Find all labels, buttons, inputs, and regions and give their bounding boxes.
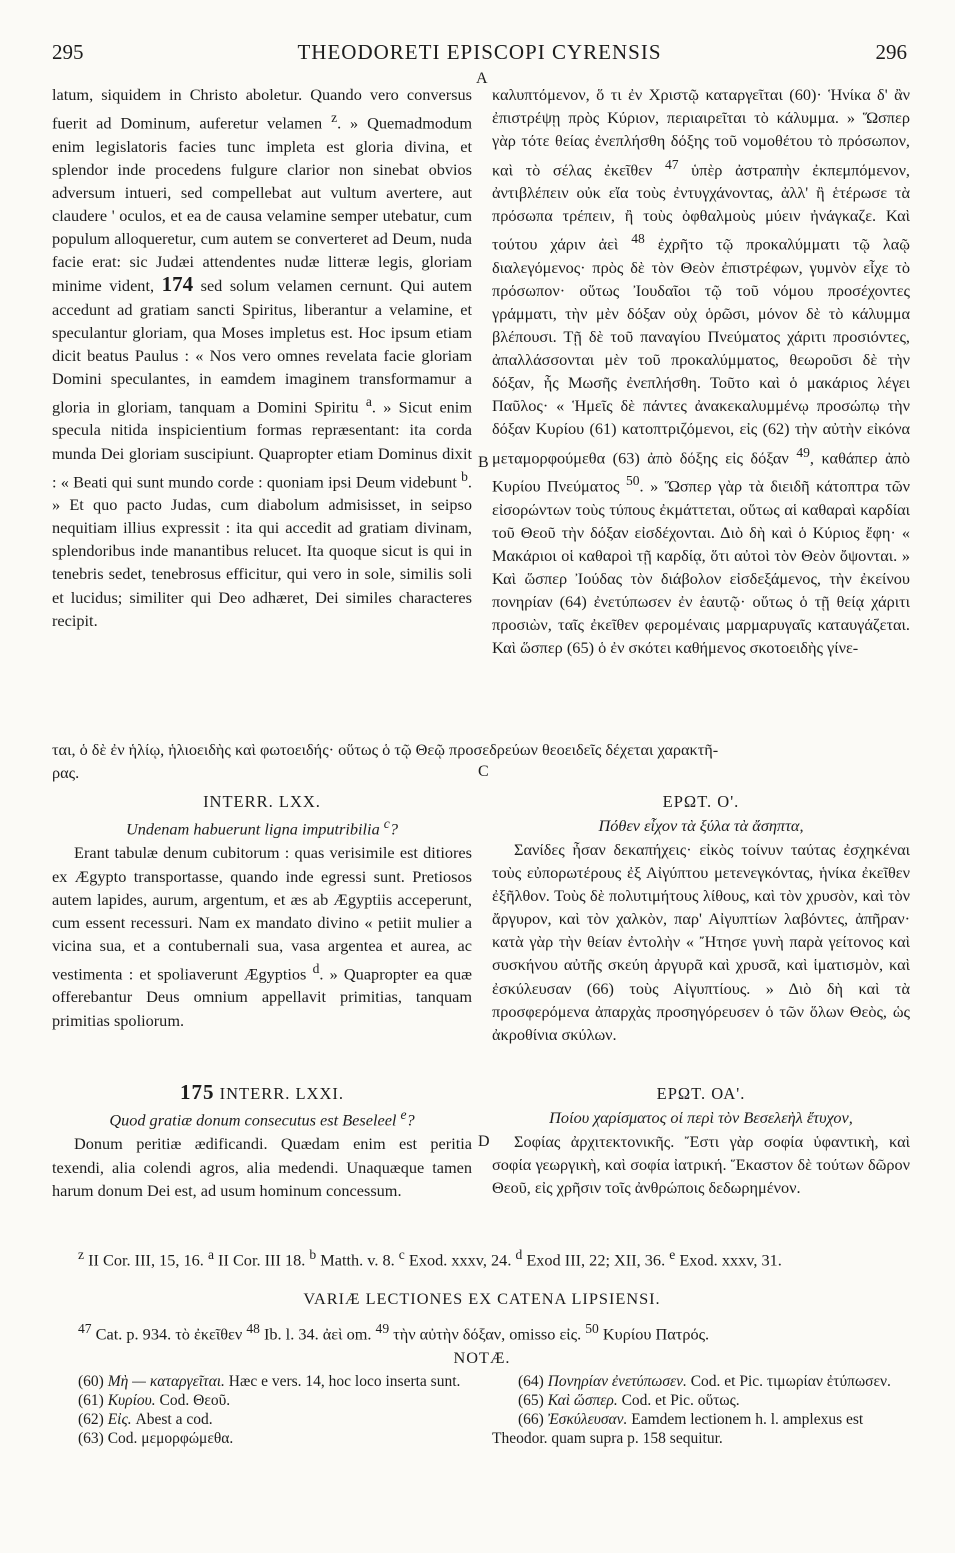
section-question: Quod gratiæ donum consecutus est Beseleel $^e$? — [109, 1107, 415, 1130]
margin-marker-a: A — [476, 70, 488, 87]
section-text: Erant tabulæ denum cubitorum : quas verisimile est ditiores ex Ægypto transportasse, quando inde egressi sunt. Pretiosos autem lapides, aurum, argentum, et æs ab Ægyptiis acceperunt, cum essent recessuri. Nam ex mandato divino « petiit mulier a vicina sua, et a contubernali sua, vasa argentea et aurea, ac vestimenta : et spoliaverunt Ægyptios $^d$. » Quapropter ea quæ offerebantur Deus omnium appellavit primitias, tanquam primitias spoliorum. — [52, 843, 473, 1030]
scripture-references: $^z$ II Cor. III, 15, 16. $^a$ II Cor. III 18. $^b$ Matth. v. 8. $^c$ Exod. xxxv, 24. $^d$ Exod III, 22; XII, 36. $^e$ Exod. xxxv, 31. — [78, 1247, 782, 1270]
section-heading: INTERR. LXX. — [203, 792, 321, 811]
section-question: Ποίου χαρίσματος οἱ περὶ τὸν Βεσελεὴλ ἔτυχον, — [549, 1108, 853, 1127]
note-item: (64) Πονηρίαν ἐνετύπωσεν. Cod. et Pic. τιμωρίαν ἐτύπωσεν. — [518, 1373, 891, 1390]
interr-71-greek — [492, 1084, 910, 1199]
full-width-line: ται, ὁ δὲ ἐν ἡλίῳ, ἡλιοειδὴς καὶ φωτοειδής· οὕτως ὁ τῷ Θεῷ προσεδρεύων θεοειδεῖς δέχεται χαρακτῆ- — [52, 740, 719, 759]
running-title: THEODORETI EPISCOPI CYRENSIS — [297, 40, 662, 64]
page-number-right: 296 — [875, 40, 907, 64]
column-number: 175 — [180, 1080, 215, 1104]
interr-70-greek — [492, 792, 910, 1046]
section-text: Σοφίας ἀρχιτεκτονικῆς. Ἔστι γὰρ σοφία ὑφαντικὴ, καὶ σοφία γεωργικὴ, καὶ σοφία ἰατρική. Ἕκαστον δὲ τούτων δῶρον Θεοῦ, εἰς χρῆσιν τοῖς ἀνθρώποις δεδωρημένον. — [492, 1132, 910, 1198]
notes-left — [52, 1372, 472, 1448]
section-text: Σανίδες ἦσαν δεκαπήχεις· εἰκὸς τοίνυν ταύτας ἐσχηκέναι τοὺς εὐπορωτέρους ἐξ Αἰγύπτου μετενεγκόντας, ἡνίκα ἐκεῖθεν ἐξῆλθον. Τοὺς δὲ πολυτιμήτους λίθους, καὶ τὸν χρυσὸν, καὶ τὸν ἄργυρον, καὶ τὸν χαλκὸν, παρ' Αἰγυπτίων λαβόντες, ἀπῆραν· κατὰ γὰρ τὴν θείαν ἐντολὴν « Ἤτησε γυνὴ παρὰ γείτονος καὶ συσκήνου αὐτῆς σκεύη ἀργυρᾶ καὶ χρυσᾶ, καὶ ἱματισμὸν, καὶ ἐσκύλευσαν (66) τοὺς Αἰγυπτίους. » Διὸ δὴ καὶ τὰ προσφερόμενα ἀπαρχὰς προσηγόρευσεν ὁ τῶν ὅλων Θεὸς, ὡς ἀκροθίνια σκύλων. — [492, 840, 910, 1044]
interr-70-latin — [52, 792, 472, 1032]
variae-text: $^{47}$ Cat. p. 934. τὸ ἐκεῖθεν $^{48}$ Ib. l. 34. ἀεὶ om. $^{49}$ τὴν αὐτὴν δόξαν, omisso εἰς. $^{50}$ Κυρίου Πατρός. — [78, 1321, 710, 1344]
section-question: Πόθεν εἶχον τὰ ξύλα τὰ ἄσηπτα, — [598, 816, 804, 835]
section-heading-label: INTERR. LXXI. — [219, 1084, 344, 1103]
note-item: (60) Μὴ — καταργεῖται. Hæc e vers. 14, hoc loco inserta sunt. — [78, 1373, 461, 1390]
notes-right — [492, 1372, 910, 1448]
margin-marker-b: B — [478, 454, 489, 471]
latin-column-top — [52, 67, 472, 648]
variae-heading: VARIÆ LECTIONES EX CATENA LIPSIENSI. — [303, 1289, 661, 1308]
greek-paragraph: καλυπτόμενον, ὅ τι ἐν Χριστῷ καταργεῖται (60)· Ἡνίκα δ' ἂν ἐπιστρέψῃ πρὸς Κύριον, περιαιρεῖται τὸ κάλυμμα. » Ὥσπερ γὰρ τότε θείας ἐνεπλήσθη δόξης τοῦ νομοθέτου τὸ πρόσωπον, καὶ τὸ σέλας ἐκεῖθεν $^{47}$ ὑπὲρ ἀστραπὴν ἐκπεμπόμενον, ἀντιβλέπειν οὐκ εἴα τοὺς ἐντυγχάνοντας, ἀλλ' ἢ ἑτέρωσε τὰ πρόσωπα τρέπειν, ἢ τοὺς ὀφθαλμοὺς μύειν ἠνάγκαζε. Καὶ τούτου χάριν ἀεὶ $^{48}$ ἐχρῆτο τῷ προκαλύμματι τῷ λαῷ διαλεγόμενος· πρὸς δὲ τὸν Θεὸν ἐπιστρέφων, γυμνὸν εἶχε τὸ πρόσωπον· οὕτως Ἰουδαῖοι τῷ τοῦ νόμου προσέχοντες γράμματι, τὴν μὲν δόξαν οὐχ ὁρῶσι, μόνον δὲ τὸ κάλυμμα βλέπουσι. Τῇ δὲ τοῦ παναγίου Πνεύματος χάριτι προσιόντες, ἀπαλλάσσονται μὲν τοῦ προκαλύμματος, θεωροῦσι δὲ τὴν δόξαν, ἧς Μωσῆς ἐνεπλήσθη. Τοῦτο καὶ ὁ μακάριος λέγει Παῦλος· « Ἡμεῖς δὲ πάντες ἀνακεκαλυμμένῳ προσώπῳ τὴν δόξαν Κυρίου (61) κατοπτριζόμενοι, εἰς (62) τὴν αὐτὴν εἰκόνα μεταμορφούμεθα (63) ἀπὸ δόξης εἰς δόξαν $^{49}$, καθάπερ ἀπὸ Κυρίου Πνεύματος $^{50}$. » Ὥσπερ γὰρ τὰ διειδῆ κάτοπτρα τῶν εἰσορώντων τοὺς τύπους ἐκμάττεται, οὕτως αἱ καθαραὶ καρδίαι τοῦ Θεοῦ τὴν δόξαν εἰσδέχονται. Διὸ δὴ καὶ ὁ Κύριος ἔφη· « Μακάριοι οἱ καθαροὶ τῇ καρδίᾳ, ὅτι αὐτοὶ τὸν Θεὸν ὄψονται. » Καὶ ὥσπερ Ἰούδας τὸν διάβολον εἰσδεξάμενος, τὴν ἐκείνου πονηρίαν (64) ἐνετύπωσεν ἐν ἑαυτῷ· οὕτως ὁ τῇ θείᾳ χάριτι προσιὼν, ταῖς ἐκεῖθεν φερομέναις μαρμαρυγαῖς καταυγάζεται. Καὶ ὥσπερ (65) ὁ ἐν σκότει καθήμενος σκοτοειδὴς γίνε- — [492, 85, 911, 658]
section-text: Donum peritiæ ædificandi. Quædam enim est peritia texendi, alia colendi agros, alia medendi. Unaquæque tamen harum donum Dei est, ad usum hominum concessum. — [52, 1134, 472, 1200]
note-item: (61) Κυρίου. Cod. Θεοῦ. — [78, 1392, 231, 1409]
interr-71-latin — [52, 1080, 472, 1202]
note-item: (66) Ἐσκύλευσαν. Eamdem lectionem h. l. amplexus est Theodor. quam supra p. 158 sequitur. — [492, 1411, 864, 1447]
margin-marker-d: D — [478, 1133, 490, 1150]
note-item: (63) Cod. μεμορφώμεθα. — [78, 1430, 234, 1447]
page-header — [52, 40, 907, 66]
latin-paragraph: latum, siquidem in Christo aboletur. Quando vero conversus fuerit ad Dominum, auferetur velamen $^z$. » Quemadmodum enim legislatoris facies tunc impleta est gloria divina, et splendor inde procedens fulgure clarior non sinebat obvios adversum intueri, sed compellebat aut vultum avertere, aut claudere ' oculos, et ea de causa velamine semper utebatur, cum populum alloqueretur, cum autem se converteret ad Deum, nuda facie erat: sic Judæi attendentes nudæ litteræ legis, gloriam minime vident, 174 sed solum velamen cernunt. Qui autem accedunt ad gratiam sancti Spiritus, liberantur a velamine, et speculantur gloriam, qua Moses impletus est. Hoc ipsum etiam dicit beatus Paulus : « Nos vero omnes revelata facie gloriam Domini speculantes, in eamdem imaginem transformamur a gloria in gloriam, tanquam a Domini Spiritu $^a$. » Sicut enim specula nitida inspicientium formas repræsentant: ita corda munda Dei gloriam suscipiunt. Quapropter etiam Dominus dixit : « Beati qui sunt mundo corde : quoniam ipsi Deum videbunt $^b$. » Et quo pacto Judas, cum diabolum admisisset, in seipso nequitiam illius expressit : ita qui accedit ad gratiam divinam, splendoribus inde manantibus relucet. Ita quoque sicut is qui in tenebris sedet, tenebrosus efficitur, qui vero in sole, similis soli et lucidus; similiter qui Deo adhæret, Dei similes characteres recipit. — [52, 85, 473, 630]
full-width-line-end: ρας. — [52, 763, 80, 782]
page-number-left: 295 — [52, 40, 84, 64]
note-item: (65) Καὶ ὥσπερ. Cod. et Pic. οὕτως. — [518, 1392, 740, 1409]
margin-marker-c: C — [478, 763, 489, 780]
notae-heading: NOTÆ. — [453, 1348, 511, 1367]
note-item: (62) Εἰς. Abest a cod. — [78, 1411, 213, 1428]
section-heading: ΕΡΩΤ. ΟΑ'. — [656, 1084, 746, 1103]
section-question: Undenam habuerunt ligna imputribilia $^c$? — [126, 816, 398, 839]
greek-column-top — [492, 67, 910, 676]
section-heading: ΕΡΩΤ. Ο'. — [662, 792, 740, 811]
section-heading — [52, 1080, 472, 1105]
